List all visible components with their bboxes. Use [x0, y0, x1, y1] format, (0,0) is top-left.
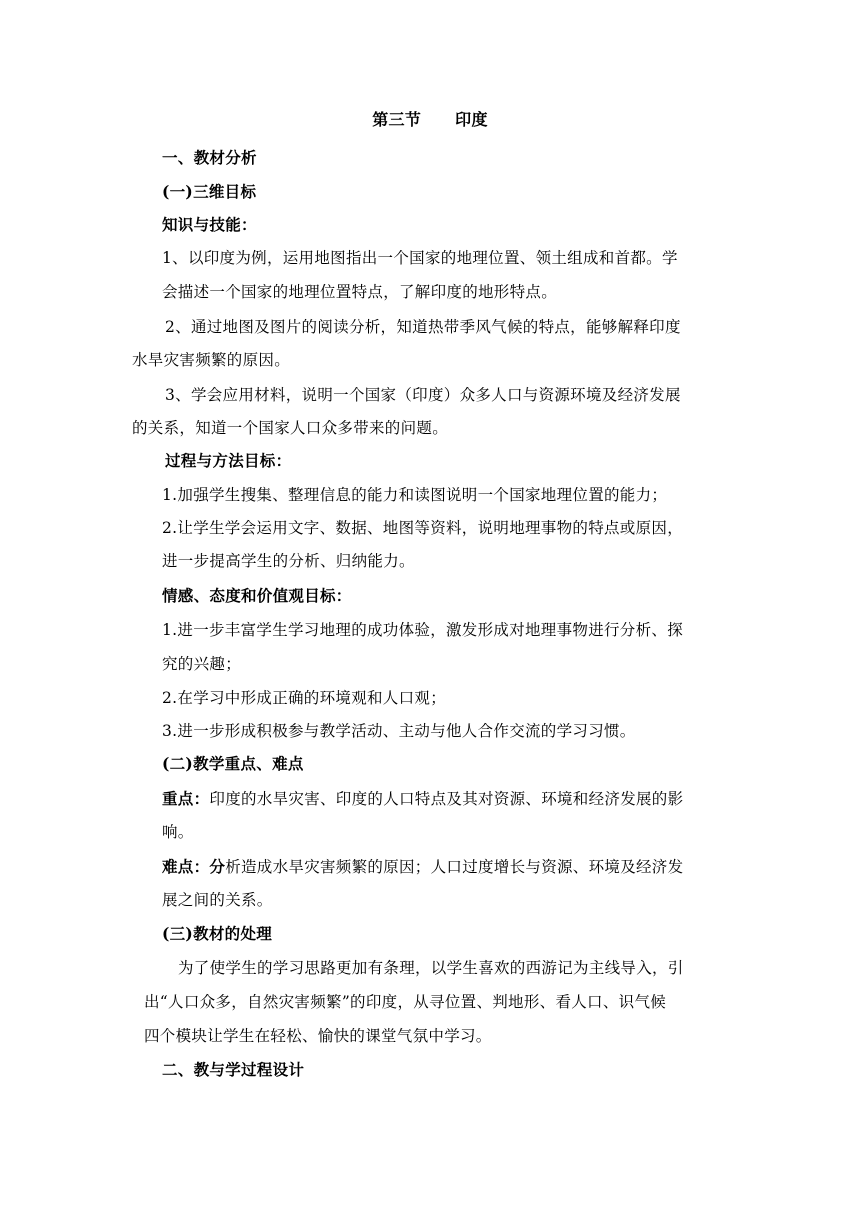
key-point-label: 重点： — [162, 789, 210, 808]
emotion-item-1-line-2: 究的兴趣； — [162, 655, 242, 673]
knowledge-item-3-line-1: 3、学会应用材料，说明一个国家（印度）众多人口与资源环境及经济发展 — [165, 386, 681, 404]
material-handling-line-1: 为了使学生的学习思路更加有条理，以学生喜欢的西游记为主线导入，引 — [178, 959, 684, 977]
difficult-point-line-2: 展之间的关系。 — [162, 891, 273, 909]
section-1-heading: 一、教材分析 — [162, 148, 257, 167]
knowledge-item-1-line-2: 会描述一个国家的地理位置特点，了解印度的地形特点。 — [162, 283, 558, 301]
key-point-line-2: 响。 — [162, 823, 194, 841]
section-2-heading: 二、教与学过程设计 — [162, 1060, 305, 1079]
knowledge-item-1-line-1: 1、以印度为例，运用地图指出一个国家的地理位置、领土组成和首都。学 — [162, 249, 678, 267]
page-title — [0, 110, 860, 130]
subsection-key-difficult-heading: (二)教学重点、难点 — [162, 754, 304, 773]
emotion-item-2: 2.在学习中形成正确的环境观和人口观； — [162, 689, 446, 707]
key-point-line-1 — [162, 789, 683, 809]
emotion-item-3: 3.进一步形成积极参与教学活动、主动与他人合作交流的学习习惯。 — [162, 722, 636, 740]
subsection-material-handling-heading: (三)教材的处理 — [162, 924, 273, 943]
material-handling-line-3: 四个模块让学生在轻松、愉快的课堂气氛中学习。 — [144, 1027, 492, 1045]
difficult-point-line-1 — [162, 857, 683, 877]
process-item-2-line-1: 2.让学生学会运用文字、数据、地图等资料，说明地理事物的特点或原因， — [162, 519, 683, 537]
knowledge-item-2-line-1: 2、通过地图及图片的阅读分析，知道热带季风气候的特点，能够解释印度 — [165, 318, 681, 336]
title-section-number: 第三节 — [372, 110, 422, 129]
title-country: 印度 — [455, 110, 488, 129]
process-item-2-line-2: 进一步提高学生的分析、归纳能力。 — [162, 552, 415, 570]
knowledge-skills-heading: 知识与技能： — [162, 215, 257, 234]
process-method-heading: 过程与方法目标： — [165, 451, 292, 470]
process-item-1: 1.加强学生搜集、整理信息的能力和读图说明一个国家地理位置的能力； — [162, 486, 668, 504]
emotion-item-1-line-1: 1.进一步丰富学生学习地理的成功体验，激发形成对地理事物进行分析、探 — [162, 621, 683, 639]
subsection-goals-heading: (一)三维目标 — [162, 182, 257, 201]
difficult-point-label: 难点：分 — [162, 857, 226, 876]
key-point-text: 印度的水旱灾害、印度的人口特点及其对资源、环境和经济发展的影 — [209, 790, 684, 808]
knowledge-item-3-line-2: 的关系，知道一个国家人口众多带来的问题。 — [132, 419, 449, 437]
material-handling-line-2: 出“人口众多，自然灾害频繁”的印度，从寻位置、判地形、看人口、识气候 — [144, 993, 667, 1011]
difficult-point-text: 析造成水旱灾害频繁的原因；人口过度增长与资源、环境及经济发 — [225, 858, 684, 876]
knowledge-item-2-line-2: 水旱灾害频繁的原因。 — [132, 351, 291, 369]
emotion-values-heading: 情感、态度和价值观目标： — [162, 586, 352, 605]
